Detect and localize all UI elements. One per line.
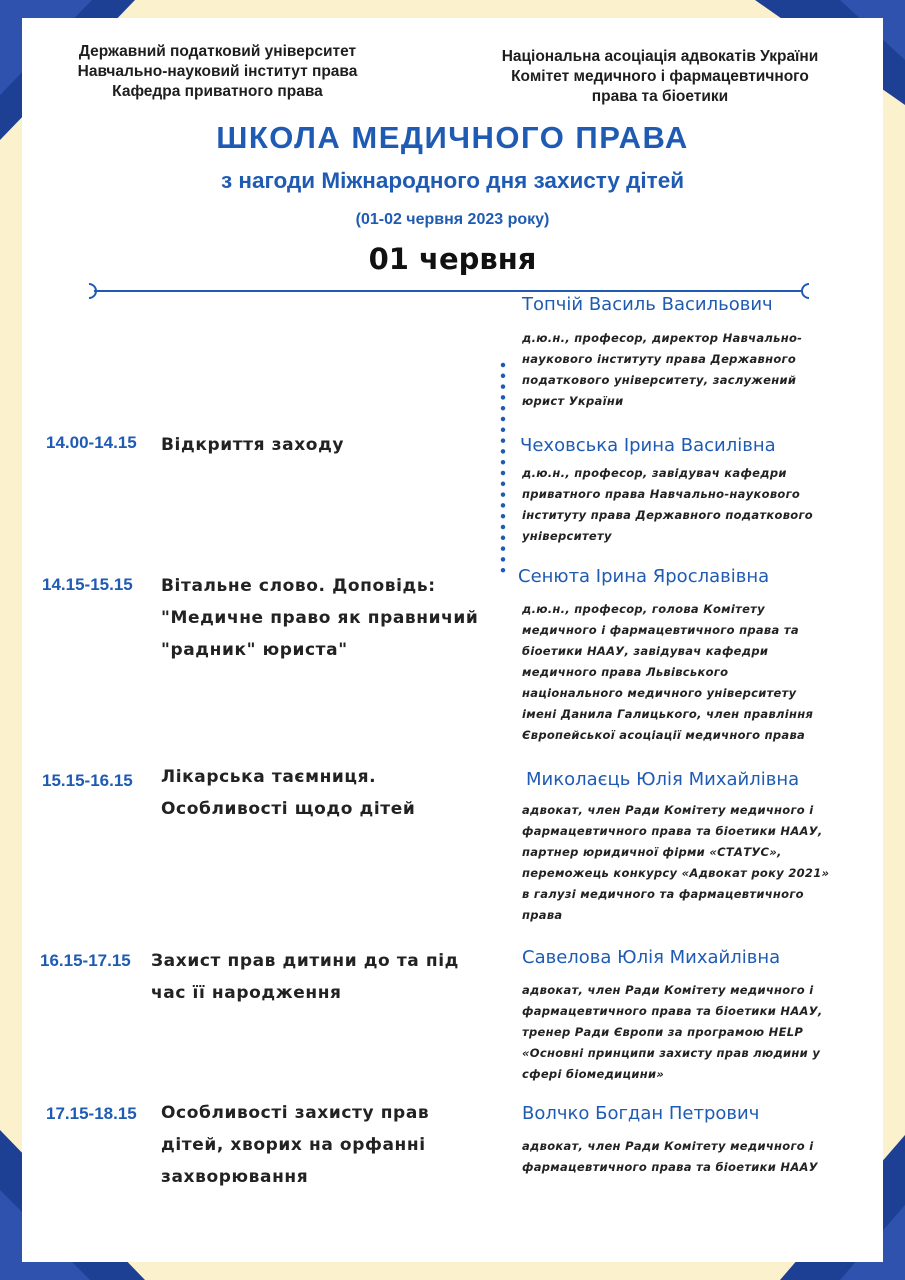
organizer-left — [45, 42, 390, 102]
schedule-time: 15.15-16.15 — [42, 771, 133, 790]
speaker-role-line: адвокат, член Ради Комітету медичного і — [522, 803, 814, 817]
organizer-left-line: Кафедра приватного права — [112, 83, 323, 100]
speaker-role — [522, 463, 813, 547]
speaker-role-line: інституту права Державного податкового — [522, 508, 813, 522]
speaker-role-line: тренер Ради Європи за програмою HELP — [522, 1025, 804, 1039]
page-subtitle: з нагоди Міжнародного дня захисту дітей — [220, 168, 685, 193]
speaker-role-line: медичного і фармацевтичного права та — [522, 623, 799, 637]
schedule-topic-line: Вітальне слово. Доповідь: — [161, 576, 436, 596]
speaker-role-line: «Основні принципи захисту прав людини у — [522, 1046, 821, 1060]
speaker-role-line: д.ю.н., професор, директор Навчально- — [522, 331, 803, 345]
schedule-time: 14.15-15.15 — [42, 575, 133, 594]
schedule-topic-line: Лікарська таємниця. — [161, 767, 377, 787]
schedule-topic-line: захворювання — [161, 1167, 309, 1187]
speaker-role-line: національного медичного університету — [522, 686, 797, 700]
speaker-role-line: партнер юридичної фірми «СТАТУС», — [522, 845, 782, 859]
speaker-role — [522, 980, 823, 1085]
schedule-topic — [161, 761, 415, 825]
speaker-role-line: наукового інституту права Державного — [522, 352, 797, 366]
organizer-right-line: Комітет медичного і фармацевтичного — [511, 68, 809, 85]
speaker-role-line: права — [522, 908, 563, 922]
organizer-left-line: Державний податковий університет — [78, 43, 357, 60]
schedule-time: 17.15-18.15 — [46, 1104, 137, 1123]
schedule-topic-line: дітей, хворих на орфанні — [161, 1135, 426, 1155]
speaker-role-line: фармацевтичного права та біоетики НААУ — [522, 1160, 818, 1174]
speaker-name: Миколаєць Юлія Михайлівна — [526, 769, 800, 790]
day-heading: 01 червня — [368, 242, 537, 276]
speaker-role — [522, 1136, 818, 1178]
schedule-time: 16.15-17.15 — [40, 951, 131, 970]
speaker-role-line: фармацевтичного права та біоетики НААУ, — [522, 824, 823, 838]
speaker-role-line: університету — [522, 529, 612, 543]
event-dates: (01-02 червня 2023 року) — [355, 211, 550, 228]
speaker-name: Чеховська Ірина Василівна — [520, 435, 776, 456]
speaker-role-line: біоетики НААУ, завідувач кафедри — [522, 644, 769, 658]
schedule-topic-line: "радник" юриста" — [161, 640, 348, 660]
speaker-role — [522, 328, 802, 412]
speaker-role-line: сфері біомедицини» — [522, 1067, 665, 1081]
schedule-topic-line: час її народження — [151, 983, 342, 1003]
speaker-name: Савелова Юлія Михайлівна — [522, 947, 781, 968]
schedule-topic-line: Особливості захисту прав — [161, 1103, 430, 1123]
organizer-left-line: Навчально-науковий інститут права — [77, 63, 358, 80]
speaker-name: Волчко Богдан Петрович — [522, 1103, 760, 1124]
organizer-right — [470, 47, 850, 107]
speaker-role-line: д.ю.н., професор, голова Комітету — [522, 602, 765, 616]
schedule-topic-line: "Медичне право як правничий — [161, 608, 479, 628]
speaker-role-line: адвокат, член Ради Комітету медичного і — [522, 1139, 814, 1153]
speaker-role-line: імені Данила Галицького, член правління — [522, 707, 814, 721]
schedule-topic — [161, 570, 478, 666]
organizer-right-line: права та біоетики — [591, 88, 729, 105]
speaker-role-line: податкового університету, заслужений — [522, 373, 797, 387]
schedule-topic — [151, 945, 459, 1009]
schedule-topic-line: Особливості щодо дітей — [161, 799, 416, 819]
speaker-role-line: в галузі медичного та фармацевтичного — [522, 887, 804, 901]
speaker-role-line: медичного права Львівського — [522, 665, 729, 679]
page-title: ШКОЛА МЕДИЧНОГО ПРАВА — [216, 120, 689, 155]
speaker-role-line: переможець конкурсу «Адвокат року 2021» — [522, 866, 830, 880]
speaker-role-line: адвокат, член Ради Комітету медичного і — [522, 983, 814, 997]
speaker-role-line: фармацевтичного права та біоетики НААУ, — [522, 1004, 823, 1018]
schedule-topic-line: Відкриття заходу — [161, 435, 345, 455]
organizer-right-line: Національна асоціація адвокатів України — [501, 48, 819, 65]
speaker-role-line: юрист України — [522, 394, 624, 408]
schedule-topic-line: Захист прав дитини до та під — [151, 951, 459, 971]
speaker-role-line: д.ю.н., професор, завідувач кафедри — [522, 466, 787, 480]
speaker-name: Сенюта Ірина Ярославівна — [518, 566, 770, 587]
schedule-time: 14.00-14.15 — [46, 433, 137, 452]
speaker-role — [522, 599, 813, 746]
speaker-role — [522, 800, 829, 926]
dotted-separator — [498, 362, 508, 584]
speaker-name: Топчій Василь Васильович — [522, 294, 773, 315]
schedule-topic — [161, 429, 344, 461]
schedule-topic — [161, 1097, 429, 1193]
speaker-role-line: приватного права Навчально-наукового — [522, 487, 801, 501]
speaker-role-line: Європейської асоціації медичного права — [522, 728, 806, 742]
